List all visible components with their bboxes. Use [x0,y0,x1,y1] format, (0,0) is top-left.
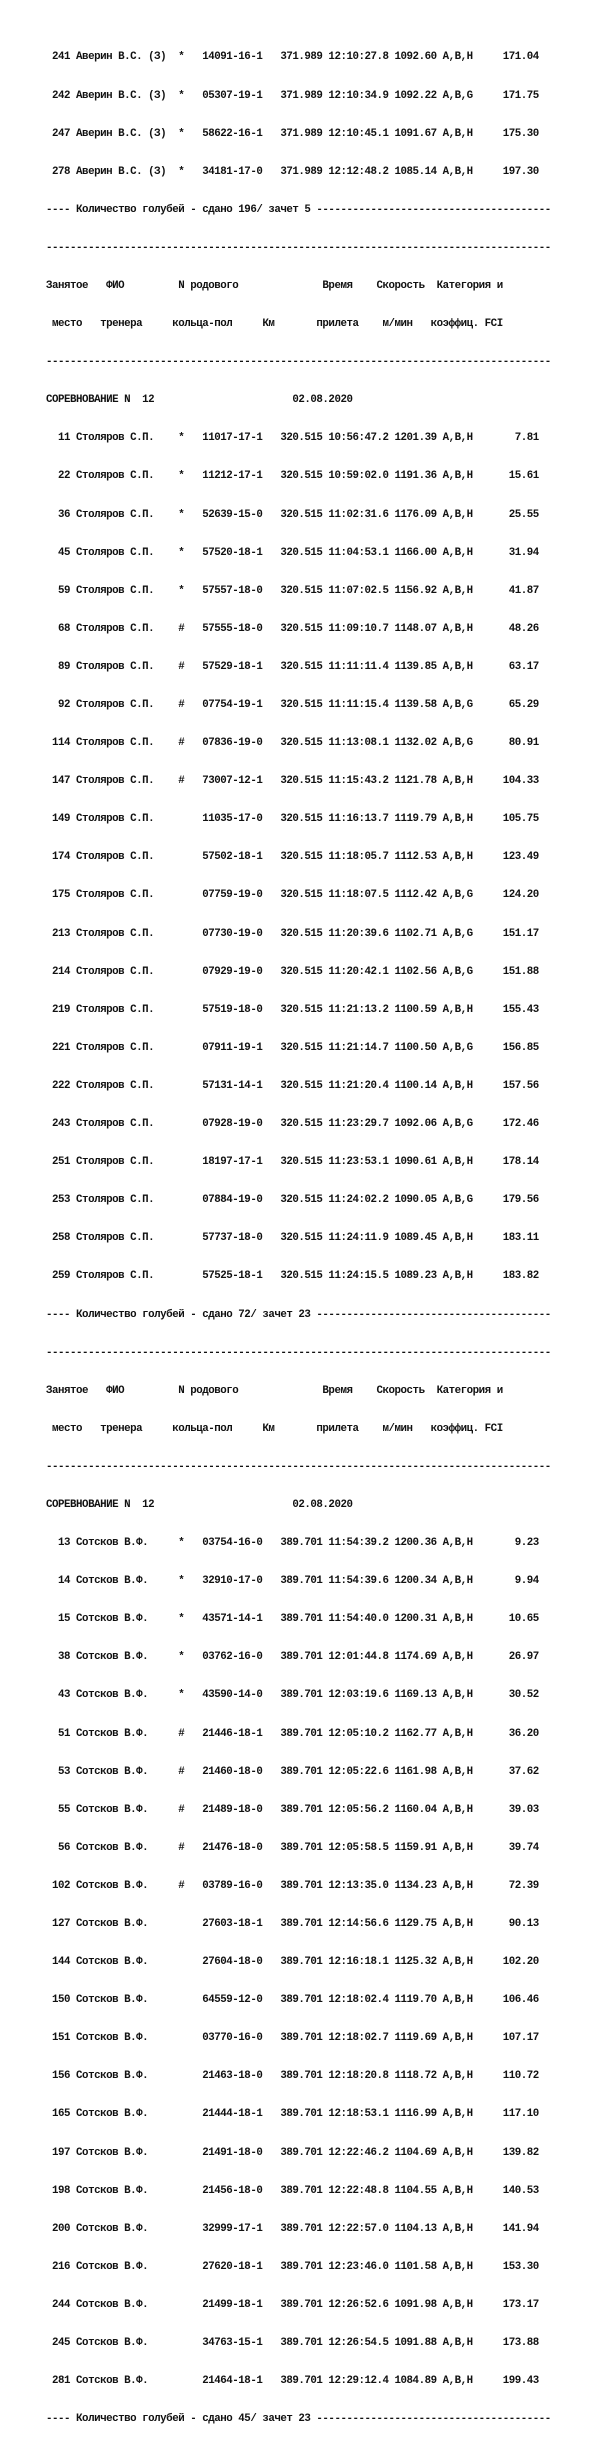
aver-row-247: 247 Аверин В.С. (З) * 58622-16-1 371.989 12:10:45.1 1091.67 A,B,H 175.30 [46,127,539,140]
sots-row-156: 156 Сотсков В.Ф. 21463-18-0 389.701 12:18:20.8 1118.72 A,B,H 110.72 [46,2070,539,2083]
stol-row-258: 258 Столяров С.П. 57737-18-0 320.515 11:24:11.9 1089.45 A,B,H 183.11 [46,1232,539,1245]
aver-row-241: 241 Аверин В.С. (З) * 14091-16-1 371.989 12:10:27.8 1092.60 A,B,H 171.04 [46,51,539,64]
competition-title: СОРЕВНОВАНИЕ N 12 02.08.2020 [46,1498,353,1511]
stol-row-219: 219 Столяров С.П. 57519-18-0 320.515 11:21:13.2 1100.59 A,B,H 155.43 [46,1003,539,1016]
stol-row-251: 251 Столяров С.П. 18197-17-1 320.515 11:23:53.1 1090.61 A,B,H 178.14 [46,1156,539,1169]
stol-row-259: 259 Столяров С.П. 57525-18-1 320.515 11:24:15.5 1089.23 A,B,H 183.82 [46,1270,539,1283]
sots-row-43: 43 Сотсков В.Ф. * 43590-14-0 389.701 12:03:19.6 1169.13 A,B,H 30.52 [46,1689,539,1702]
sots-row-151: 151 Сотсков В.Ф. 03770-16-0 389.701 12:18:02.7 1119.69 A,B,H 107.17 [46,2032,539,2045]
separator-line: ------------------------------------------------------------------------------------ [46,1346,551,1359]
sots-row-13: 13 Сотсков В.Ф. * 03754-16-0 389.701 11:54:39.2 1200.36 A,B,H 9.23 [46,1537,539,1550]
column-header-line-2: место тренера кольца-пол Км прилета м/мин коэффиц. FCI [46,1422,503,1435]
column-header-line-2: место тренера кольца-пол Км прилета м/мин коэффиц. FCI [46,318,503,331]
stol-row-213: 213 Столяров С.П. 07730-19-0 320.515 11:20:39.6 1102.71 A,B,G 151.17 [46,927,539,940]
stol-row-92: 92 Столяров С.П. # 07754-19-1 320.515 11:11:15.4 1139.58 A,B,G 65.29 [46,699,539,711]
stol-row-149: 149 Столяров С.П. 11035-17-0 320.515 11:16:13.7 1119.79 A,B,H 105.75 [46,813,539,826]
sots-row-55: 55 Сотсков В.Ф. # 21489-18-0 389.701 12:05:56.2 1160.04 A,B,H 39.03 [46,1803,539,1816]
stol-row-243: 243 Столяров С.П. 07928-19-0 320.515 11:23:29.7 1092.06 A,B,G 172.46 [46,1118,539,1131]
aver-row-278: 278 Аверин В.С. (З) * 34181-17-0 371.989 12:12:48.2 1085.14 A,B,H 197.30 [46,165,539,178]
stol-row-174: 174 Столяров С.П. 57502-18-1 320.515 11:18:05.7 1112.53 A,B,H 123.49 [46,851,539,864]
stol-row-89: 89 Столяров С.П. # 57529-18-1 320.515 11:11:11.4 1139.85 A,B,H 63.17 [46,660,539,673]
sots-row-200: 200 Сотсков В.Ф. 32999-17-1 389.701 12:22:57.0 1104.13 A,B,H 141.94 [46,2222,539,2235]
stol-row-11: 11 Столяров С.П. * 11017-17-1 320.515 10:56:47.2 1201.39 A,B,H 7.81 [46,432,539,445]
stol-row-59: 59 Столяров С.П. * 57557-18-0 320.515 11:07:02.5 1156.92 A,B,H 41.87 [46,584,539,597]
sots-row-216: 216 Сотсков В.Ф. 27620-18-1 389.701 12:23:46.0 1101.58 A,B,H 153.30 [46,2260,539,2273]
sots-row-198: 198 Сотсков В.Ф. 21456-18-0 389.701 12:22:48.8 1104.55 A,B,H 140.53 [46,2184,539,2197]
race-results-report [46,26,586,2439]
stol-row-222: 222 Столяров С.П. 57131-14-1 320.515 11:21:20.4 1100.14 A,B,H 157.56 [46,1079,539,1092]
sots-row-56: 56 Сотсков В.Ф. # 21476-18-0 389.701 12:05:58.5 1159.91 A,B,H 39.74 [46,1841,539,1854]
column-header-line-1: Занятое ФИО N родового Время Скорость Категория и [46,1384,503,1397]
column-header-line-1: Занятое ФИО N родового Время Скорость Категория и [46,279,503,292]
sots-row-244: 244 Сотсков В.Ф. 21499-18-1 389.701 12:26:52.6 1091.98 A,B,H 173.17 [46,2298,539,2311]
separator-line: ------------------------------------------------------------------------------------ [46,1460,551,1473]
stol-row-175: 175 Столяров С.П. 07759-19-0 320.515 11:18:07.5 1112.42 A,B,G 124.20 [46,889,539,902]
stol-row-253: 253 Столяров С.П. 07884-19-0 320.515 11:24:02.2 1090.05 A,B,G 179.56 [46,1194,539,1207]
sots-row-53: 53 Сотсков В.Ф. # 21460-18-0 389.701 12:05:22.6 1161.98 A,B,H 37.62 [46,1765,539,1778]
sots-row-144: 144 Сотсков В.Ф. 27604-18-0 389.701 12:16:18.1 1125.32 A,B,H 102.20 [46,1956,539,1969]
competition-title: СОРЕВНОВАНИЕ N 12 02.08.2020 [46,394,353,407]
sots-row-281: 281 Сотсков В.Ф. 21464-18-1 389.701 12:29:12.4 1084.89 A,B,H 199.43 [46,2375,539,2388]
stol-row-68: 68 Столяров С.П. # 57555-18-0 320.515 11:09:10.7 1148.07 A,B,H 48.26 [46,622,539,635]
sots-row-38: 38 Сотсков В.Ф. * 03762-16-0 389.701 12:01:44.8 1174.69 A,B,H 26.97 [46,1651,539,1664]
separator-line: ------------------------------------------------------------------------------------ [46,241,551,254]
sots-row-197: 197 Сотсков В.Ф. 21491-18-0 389.701 12:22:46.2 1104.69 A,B,H 139.82 [46,2146,539,2159]
stol-row-36: 36 Столяров С.П. * 52639-15-0 320.515 11:02:31.6 1176.09 A,B,H 25.55 [46,508,539,521]
sots-row-150: 150 Сотсков В.Ф. 64559-12-0 389.701 12:18:02.4 1119.70 A,B,H 106.46 [46,1994,539,2007]
sots-summary-line: ---- Количество голубей - сдано 45/ зачет 23 --------------------------------------- [46,2413,551,2426]
sots-row-245: 245 Сотсков В.Ф. 34763-15-1 389.701 12:26:54.5 1091.88 A,B,H 173.88 [46,2337,539,2350]
sots-row-165: 165 Сотсков В.Ф. 21444-18-1 389.701 12:18:53.1 1116.99 A,B,H 117.10 [46,2108,539,2121]
sots-row-51: 51 Сотсков В.Ф. # 21446-18-1 389.701 12:05:10.2 1162.77 A,B,H 36.20 [46,1727,539,1740]
aver-row-242: 242 Аверин В.С. (З) * 05307-19-1 371.989 12:10:34.9 1092.22 A,B,G 171.75 [46,89,539,102]
stol-summary-line: ---- Количество голубей - сдано 72/ зачет 23 --------------------------------------- [46,1308,551,1321]
stol-row-221: 221 Столяров С.П. 07911-19-1 320.515 11:21:14.7 1100.50 A,B,G 156.85 [46,1041,539,1054]
aver-summary-line: ---- Количество голубей - сдано 196/ зачет 5 --------------------------------------- [46,203,551,216]
stol-row-114: 114 Столяров С.П. # 07836-19-0 320.515 11:13:08.1 1132.02 A,B,G 80.91 [46,737,539,750]
sots-row-15: 15 Сотсков В.Ф. * 43571-14-1 389.701 11:54:40.0 1200.31 A,B,H 10.65 [46,1613,539,1626]
separator-line: ------------------------------------------------------------------------------------ [46,356,551,369]
stol-row-214: 214 Столяров С.П. 07929-19-0 320.515 11:20:42.1 1102.56 A,B,G 151.88 [46,965,539,978]
sots-row-102: 102 Сотсков В.Ф. # 03789-16-0 389.701 12:13:35.0 1134.23 A,B,H 72.39 [46,1879,539,1892]
sots-row-127: 127 Сотсков В.Ф. 27603-18-1 389.701 12:14:56.6 1129.75 A,B,H 90.13 [46,1918,539,1930]
stol-row-147: 147 Столяров С.П. # 73007-12-1 320.515 11:15:43.2 1121.78 A,B,H 104.33 [46,775,539,788]
sots-row-14: 14 Сотсков В.Ф. * 32910-17-0 389.701 11:54:39.6 1200.34 A,B,H 9.94 [46,1575,539,1588]
stol-row-45: 45 Столяров С.П. * 57520-18-1 320.515 11:04:53.1 1166.00 A,B,H 31.94 [46,546,539,559]
stol-row-22: 22 Столяров С.П. * 11212-17-1 320.515 10:59:02.0 1191.36 A,B,H 15.61 [46,470,539,483]
